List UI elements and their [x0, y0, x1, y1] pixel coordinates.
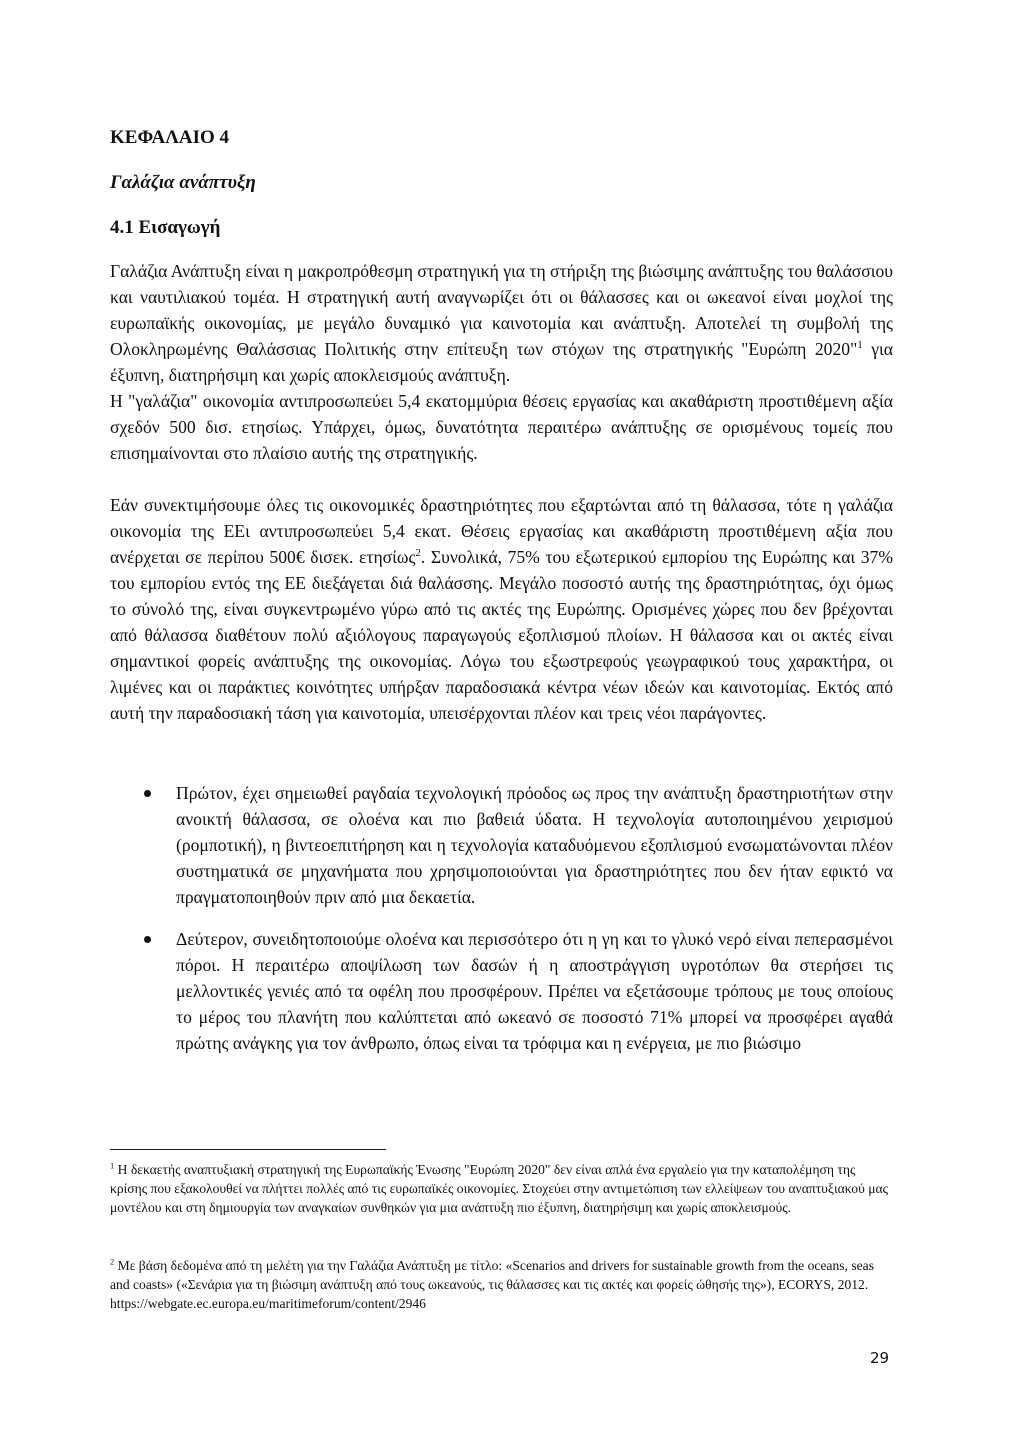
footnote-number: 2	[110, 1256, 115, 1267]
paragraph-text: . Συνολικά, 75% του εξωτερικού εμπορίου της Ευρώπης και 37% του εμπορίου εντός της ΕΕ διεξάγεται διά θαλάσσης. Μεγάλο ποσοστό αυτής της δραστηριότητας, όχι όμως το σύνολό της, είναι συγκεντρωμένο γύρω από τις ακτές της Ευρώπης. Ορισμένες χώρες που δεν βρέχονται από θάλασσα διαθέτουν πολύ αξιόλογους παραγωγούς εξοπλισμού πλοίων. Η θάλασσα και οι ακτές είναι σημαντικοί φορείς ανάπτυξης της οικονομίας. Λόγω του εξωστρεφούς γεωγραφικού τους χαρακτήρα, οι λιμένες και οι παράκτιες κοινότητες υπήρξαν παραδοσιακά κέντρα νέων ιδεών και καινοτομίας. Εκτός από αυτή την παραδοσιακή τάση για καινοτομία, υπεισέρχονται πλέον και τρεις νέοι παράγοντες.	[110, 547, 893, 723]
footnote-1	[110, 1160, 893, 1217]
paragraph-text: Εάν συνεκτιμήσουμε όλες τις οικονομικές δραστηριότητες που εξαρτώνται από τη θάλασσα, τότε η γαλάζια οικονομία της ΕΕ	[110, 495, 893, 541]
footnote-ref-1[interactable]: 1	[857, 339, 863, 352]
chapter-title: Γαλάζια ανάπτυξη	[110, 172, 256, 193]
paragraph-text: ι αντιπροσωπεύει 5,4 εκατ. Θέσεις εργασίας και ακαθάριστη προστιθέμενη αξία που ανέρχεται σε περίπου 500€ δισεκ. ετησίως	[110, 521, 893, 567]
section-heading: 4.1 Εισαγωγή	[110, 217, 221, 238]
list-item-text: Δεύτερον, συνειδητοποιούμε ολοένα και περισσότερο ότι η γη και το γλυκό νερό είναι πεπερασμένοι πόροι. Η περαιτέρω αποψίλωση των δασών ή η αποστράγγιση υγροτόπων θα στερήσει τις μελλοντικές γενιές από τα οφέλη που προσφέρουν. Πρέπει να εξετάσουμε τρόπους με τους οποίους το μέρος του πλανήτη που καλύπτεται από ωκεανό σε ποσοστό 71% μπορεί να προσφέρει αγαθά πρώτης ανάγκης για τον άνθρωπο, όπως είναι τα τρόφιμα και η ενέργεια, με πιο βιώσιμο	[176, 929, 893, 1053]
paragraph-text: Γαλάζια Ανάπτυξη είναι η μακροπρόθεσμη στρατηγική για τη στήριξη της βιώσιμης ανάπτυξης του θαλάσσιου και ναυτιλιακού τομέα. Η στρατηγική αυτή αναγνωρίζει ότι οι θάλασσες και οι ωκεανοί είναι μοχλοί της ευρωπαϊκής οικονομίας, με μεγάλο δυναμικό για καινοτομία και ανάπτυξη. Αποτελεί τη συμβολή της Ολοκληρωμένης Θαλάσσιας Πολιτικής στην επίτευξη των στόχων της στρατηγικής "Ευρώπη 2020"	[110, 261, 893, 359]
footnote-divider	[110, 1149, 386, 1150]
page-number: 29	[870, 1349, 890, 1367]
paragraph-economy	[110, 492, 893, 726]
footnote-text: Η δεκαετής αναπτυξιακή στρατηγική της Ευρωπαϊκής Ένωσης "Ευρώπη 2020" δεν είναι απλά ένα εργαλείο για την καταπολέμηση της κρίσης που εξακολουθεί να πλήττει πολλές από τις ευρωπαϊκές οικονομίες. Στοχεύει στην αντιμετώπιση των ελλείψεων του αναπτυξιακού μας μοντέλου και στη δημιουργία των αναγκαίων συνθηκών για μια ανάπτυξη πιο έξυπνη, διατηρήσιμη και χωρίς αποκλεισμούς.	[110, 1162, 888, 1215]
footnote-link[interactable]: https://webgate.ec.europa.eu/maritimeforum/content/2946	[110, 1296, 426, 1311]
paragraph-intro	[110, 258, 893, 466]
bullet-icon	[144, 936, 151, 943]
footnote-text: Με βάση δεδομένα από τη μελέτη για την Γαλάζια Ανάπτυξη με τίτλο: «Scenarios and drivers for sustainable growth from the oceans, seas and coasts» («Σενάρια για τη βιώσιμη ανάπτυξη από τους ωκεανούς, τις θάλασσες και τις ακτές και φορείς ώθησής της»), ECORYS, 2012.	[110, 1258, 875, 1292]
footnote-ref-2[interactable]: 2	[415, 547, 421, 560]
list-item	[110, 780, 893, 910]
bullet-icon	[144, 790, 151, 797]
paragraph-text: για έξυπνη, διατηρήσιμη και χωρίς αποκλεισμούς ανάπτυξη.	[110, 339, 894, 385]
chapter-heading: ΚΕΦΑΛΑΙΟ 4	[110, 127, 230, 148]
paragraph-text: Η "γαλάζια" οικονομία αντιπροσωπεύει 5,4 εκατομμύρια θέσεις εργασίας και ακαθάριστη προστιθέμενη αξία σχεδόν 500 δισ. ετησίως. Υπάρχει, όμως, δυνατότητα περαιτέρω ανάπτυξης σε ορισμένους τομείς που επισημαίνονται στο πλαίσιο αυτής της στρατηγικής.	[110, 391, 893, 463]
footnote-2	[110, 1256, 893, 1313]
list-item	[110, 926, 893, 1056]
list-item-text: Πρώτον, έχει σημειωθεί ραγδαία τεχνολογική πρόοδος ως προς την ανάπτυξη δραστηριοτήτων στην ανοικτή θάλασσα, σε ολοένα και πιο βαθειά ύδατα. Η τεχνολογία αυτοποιημένου χειρισμού (ρομποτική), η βιντεοεπιτήρηση και η τεχνολογία καταδυόμενου εξοπλισμού ενσωματώνονται πλέον συστηματικά σε μηχανήματα που χρησιμοποιούνται για δραστηριότητες που δεν ήταν εφικτό να πραγματοποιηθούν πριν από μια δεκαετία.	[176, 783, 893, 907]
footnote-number: 1	[110, 1160, 115, 1171]
bullet-list	[110, 780, 893, 1072]
